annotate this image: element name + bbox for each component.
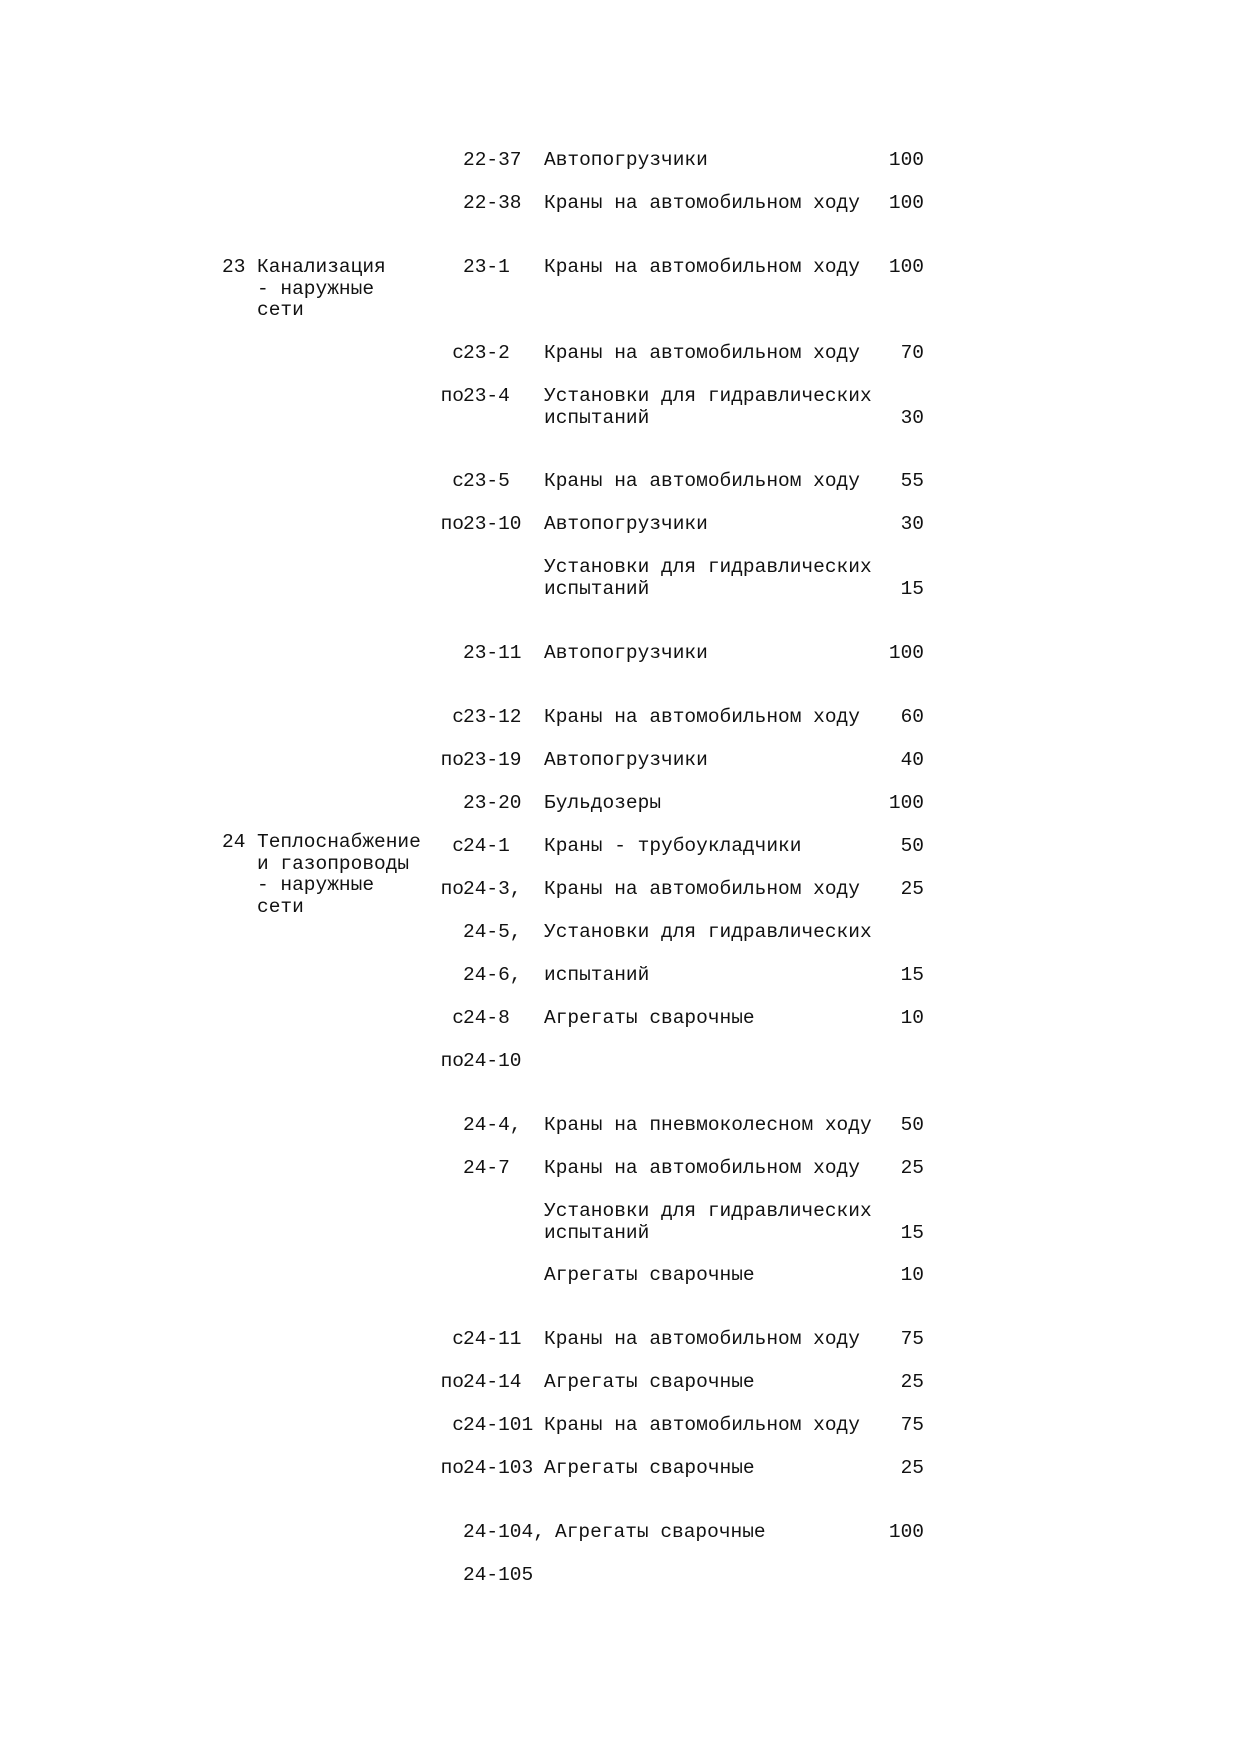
range-prefix: с xyxy=(452,342,464,364)
percent-value: 50 xyxy=(900,835,924,857)
norm-code: 24-14 xyxy=(463,1371,522,1393)
machine-name: Краны на пневмоколесном ходу xyxy=(544,1114,872,1136)
table-row xyxy=(0,643,1240,665)
percent-value: 30 xyxy=(900,406,924,429)
machine-name: Установки для гидравлических xyxy=(544,921,872,943)
norm-code: 24-4, xyxy=(463,1114,522,1136)
machine-name: Автопогрузчики xyxy=(544,749,708,771)
table-row xyxy=(0,965,1240,987)
norm-code: 24-103 xyxy=(463,1457,534,1479)
percent-value: 25 xyxy=(900,1371,924,1393)
table-row xyxy=(0,386,1240,430)
machine-name: Краны на автомобильном ходу xyxy=(544,256,860,278)
percent-value: 100 xyxy=(888,642,924,664)
machine-name-cont: испытаний xyxy=(544,1221,650,1244)
norm-code: 22-38 xyxy=(463,192,522,214)
percent-value: 60 xyxy=(900,706,924,728)
norm-code: 24-101 xyxy=(463,1414,534,1436)
section-name-line: - наружные xyxy=(257,874,375,896)
table-row xyxy=(0,1115,1240,1137)
range-prefix: по xyxy=(440,1050,464,1072)
norm-code: 23-4 xyxy=(463,385,510,407)
range-prefix: по xyxy=(440,878,464,900)
table-row xyxy=(0,1201,1240,1245)
percent-value: 75 xyxy=(900,1328,924,1350)
range-prefix: по xyxy=(440,1457,464,1479)
percent-value: 40 xyxy=(900,749,924,771)
percent-value: 70 xyxy=(900,342,924,364)
table-row xyxy=(0,1415,1240,1437)
table-row xyxy=(0,471,1240,493)
section-number: 23 xyxy=(222,256,246,278)
norm-code: 22-37 xyxy=(463,149,522,171)
norm-code: 23-19 xyxy=(463,749,522,771)
section-name-line: Канализация xyxy=(257,256,386,278)
machine-name-cont: испытаний xyxy=(544,577,650,600)
table-row xyxy=(0,836,1240,858)
norm-code: 24-6, xyxy=(463,964,522,986)
percent-value: 100 xyxy=(888,192,924,214)
machine-name: Краны на автомобильном ходу xyxy=(544,342,860,364)
machine-name: Автопогрузчики xyxy=(544,513,708,535)
machine-name: Автопогрузчики xyxy=(544,642,708,664)
table-row xyxy=(0,1565,1240,1587)
norm-code: 24-10 xyxy=(463,1050,522,1072)
machine-name: Краны на автомобильном ходу xyxy=(544,1328,860,1350)
machine-name: Агрегаты сварочные xyxy=(544,1007,755,1029)
norm-code: 24-3, xyxy=(463,878,522,900)
table-row xyxy=(0,514,1240,536)
table-row xyxy=(0,750,1240,772)
table-row xyxy=(0,1265,1240,1287)
table-row xyxy=(0,707,1240,729)
range-prefix: с xyxy=(452,1328,464,1350)
section-name-line: сети xyxy=(257,895,304,918)
norm-code: 23-10 xyxy=(463,513,522,535)
table-row xyxy=(0,1458,1240,1480)
machine-name: Установки для гидравлических xyxy=(544,385,872,407)
machine-name: испытаний xyxy=(544,964,650,986)
machine-name: Бульдозеры xyxy=(544,792,662,814)
machine-name: Агрегаты сварочные xyxy=(555,1521,766,1543)
percent-value: 25 xyxy=(900,1457,924,1479)
percent-value: 55 xyxy=(900,470,924,492)
machine-name: Агрегаты сварочные xyxy=(544,1457,755,1479)
norm-code: 23-12 xyxy=(463,706,522,728)
table-row xyxy=(0,343,1240,365)
percent-value: 15 xyxy=(900,1221,924,1244)
range-prefix: по xyxy=(440,1371,464,1393)
range-prefix: с xyxy=(452,470,464,492)
machine-name-cont: испытаний xyxy=(544,406,650,429)
machine-name: Агрегаты сварочные xyxy=(544,1371,755,1393)
table-row xyxy=(0,150,1240,172)
percent-value: 10 xyxy=(900,1007,924,1029)
norm-code: 24-8 xyxy=(463,1007,510,1029)
percent-value: 75 xyxy=(900,1414,924,1436)
percent-value: 100 xyxy=(888,256,924,278)
norm-code: 23-5 xyxy=(463,470,510,492)
table-row xyxy=(0,922,1240,944)
table-row xyxy=(0,557,1240,601)
percent-value: 10 xyxy=(900,1264,924,1286)
table-row xyxy=(0,1522,1240,1544)
table-row xyxy=(0,793,1240,815)
percent-value: 15 xyxy=(900,964,924,986)
range-prefix: с xyxy=(452,1414,464,1436)
range-prefix: по xyxy=(440,385,464,407)
range-prefix: по xyxy=(440,513,464,535)
table-row xyxy=(0,1329,1240,1351)
table-row xyxy=(0,1372,1240,1394)
machine-name: Краны на автомобильном ходу xyxy=(544,1414,860,1436)
percent-value: 50 xyxy=(900,1114,924,1136)
machine-name: Автопогрузчики xyxy=(544,149,708,171)
percent-value: 30 xyxy=(900,513,924,535)
range-prefix: с xyxy=(452,706,464,728)
percent-value: 15 xyxy=(900,577,924,600)
range-prefix: по xyxy=(440,749,464,771)
section-name-line: и газопроводы xyxy=(257,852,410,875)
norm-code: 24-7 xyxy=(463,1157,510,1179)
machine-name: Краны на автомобильном ходу xyxy=(544,192,860,214)
machine-name: Краны на автомобильном ходу xyxy=(544,706,860,728)
norm-code: 24-1 xyxy=(463,835,510,857)
table-row xyxy=(0,257,1240,279)
machine-name: Краны на автомобильном ходу xyxy=(544,878,860,900)
table-row xyxy=(0,1051,1240,1073)
norm-code: 24-104, xyxy=(463,1521,545,1543)
norm-code: 24-11 xyxy=(463,1328,522,1350)
percent-value: 100 xyxy=(888,149,924,171)
percent-value: 25 xyxy=(900,878,924,900)
machine-name: Краны на автомобильном ходу xyxy=(544,470,860,492)
table-row xyxy=(0,1008,1240,1030)
machine-name: Установки для гидравлических xyxy=(544,1200,872,1222)
machine-name: Краны на автомобильном ходу xyxy=(544,1157,860,1179)
norm-code: 24-105 xyxy=(463,1564,534,1586)
percent-value: 25 xyxy=(900,1157,924,1179)
section-name-line: Теплоснабжение xyxy=(257,831,421,853)
range-prefix: с xyxy=(452,835,464,857)
machine-name: Установки для гидравлических xyxy=(544,556,872,578)
range-prefix: с xyxy=(452,1007,464,1029)
machine-name: Краны - трубоукладчики xyxy=(544,835,802,857)
norm-code: 23-11 xyxy=(463,642,522,664)
section-number: 24 xyxy=(222,831,246,853)
norm-code: 23-20 xyxy=(463,792,522,814)
section-name-line: сети xyxy=(257,299,304,321)
norm-code: 23-2 xyxy=(463,342,510,364)
percent-value: 100 xyxy=(888,792,924,814)
machine-name: Агрегаты сварочные xyxy=(544,1264,755,1286)
norm-code: 23-1 xyxy=(463,256,510,278)
table-row xyxy=(0,1158,1240,1180)
norm-code: 24-5, xyxy=(463,921,522,943)
table-row xyxy=(0,879,1240,901)
section-name-line: - наружные xyxy=(257,277,375,300)
percent-value: 100 xyxy=(888,1521,924,1543)
table-row xyxy=(0,193,1240,215)
